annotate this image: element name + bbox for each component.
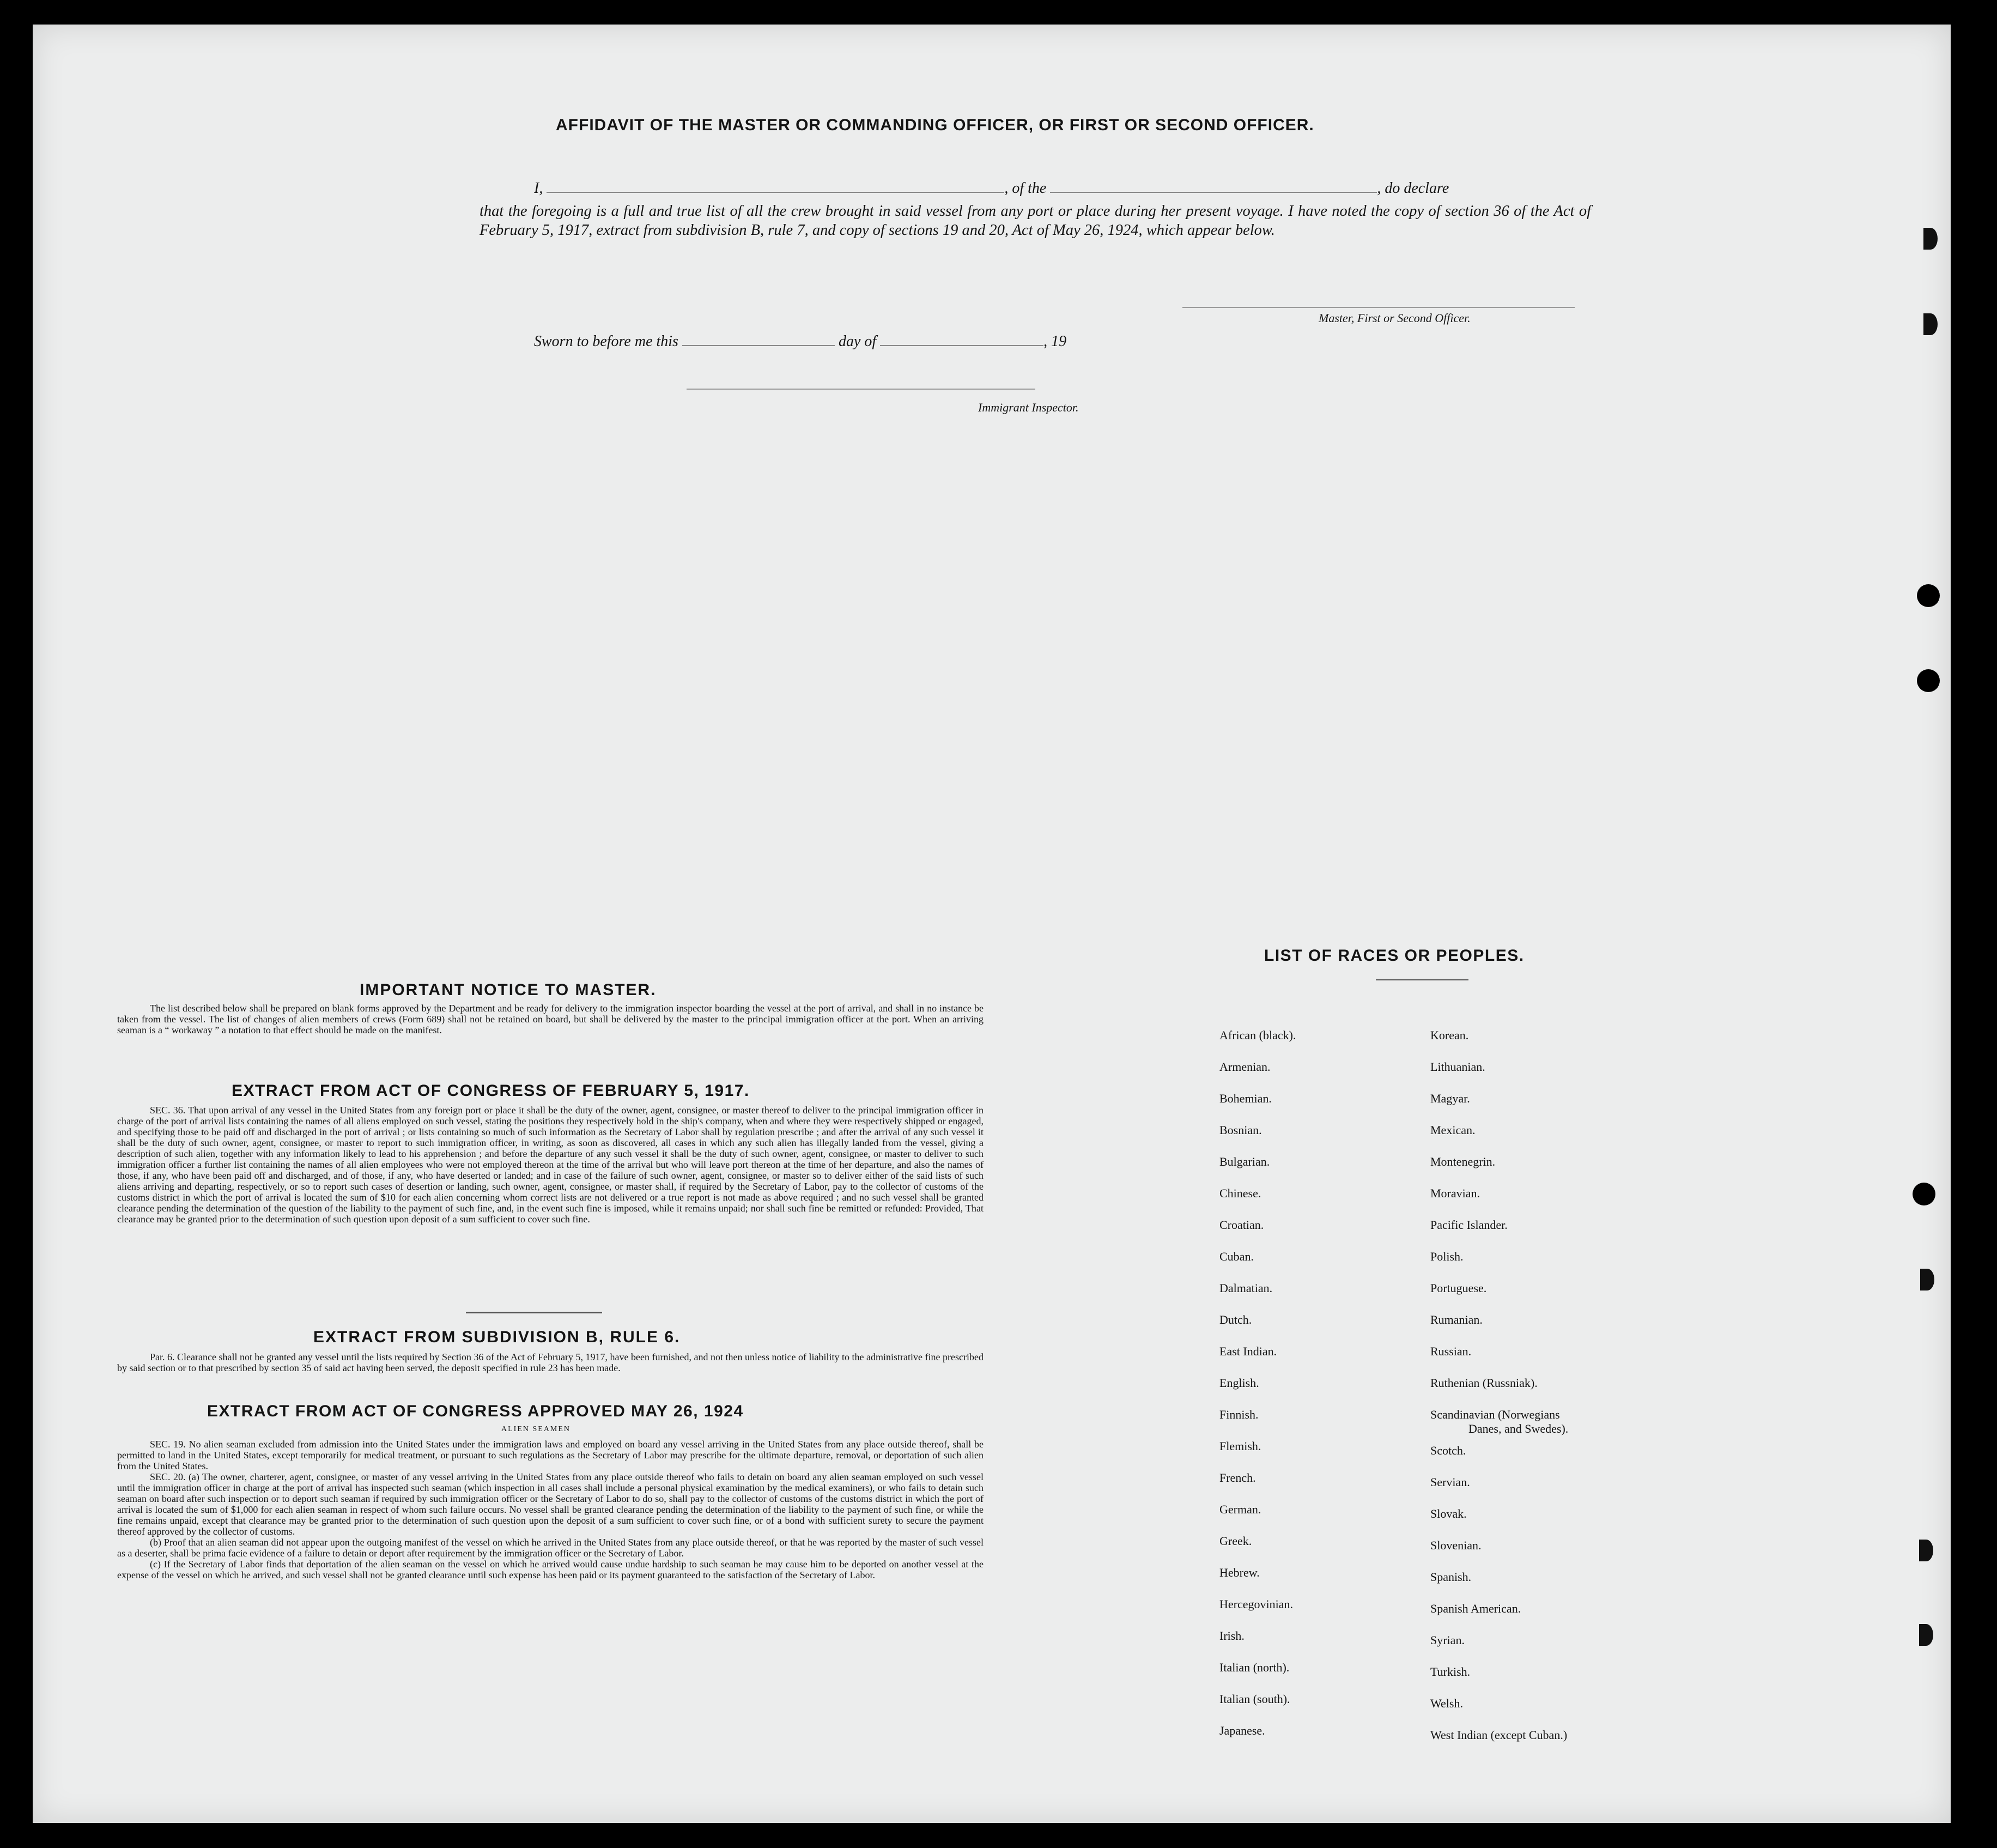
affidavit-of-the-label: , of the	[1004, 180, 1047, 197]
race-label: Syrian.	[1430, 1633, 1465, 1647]
race-item	[1430, 1186, 1480, 1201]
race-label: Spanish American.	[1430, 1602, 1521, 1615]
race-item	[1430, 1475, 1470, 1489]
master-name-field[interactable]	[547, 192, 1004, 193]
extract-1924-title: EXTRACT FROM ACT OF CONGRESS APPROVED MAY 26, 1924	[207, 1402, 744, 1420]
race-item: Bulgarian.	[1219, 1155, 1270, 1168]
section-20a-text: SEC. 20. (a) The owner, charterer, agent, consignee, or master of any vessel arriving in the United States from any place outside thereof who fails to detain on board any alien seaman employed on such vessel until the immigration officer in charge at the port of arrival has inspected such seaman (which inspection in all cases shall include a personal physical examination by the medical examiners), or who fails to detain such seaman on board after such inspection or to deport such seaman if required by such immigration officer or the Secretary of Labor to do so, shall pay to the collector of customs of the customs district in which the port of arrival is located the sum of $1,000 for each alien seaman in respect of whom such failure occurs. No vessel shall be granted clearance pending the determination of the liability to the payment of such fine, or while the fine remains unpaid, except that clearance may be granted prior to the determination of such question upon the deposit of a sum sufficient to cover such fine, or of a bond with sufficient surety to secure the payment thereof approved by the collector of customs.	[117, 1471, 986, 1537]
binder-hole	[1923, 313, 1938, 335]
race-item	[1430, 1155, 1495, 1169]
section-19-text: SEC. 19. No alien seaman excluded from admission into the United States under the immigration laws and employed on board any vessel arriving in the United States from any place outside thereof, shall be permitted to land in the United States, except temporarily for medical treatment, or pursuant to such regulations as the Secretary of Labor may prescribe for the ultimate departure, removal, or deportation of such alien from the United States.	[117, 1439, 986, 1471]
race-item: Irish.	[1219, 1629, 1245, 1643]
affidavit-i-label: I,	[534, 180, 543, 197]
section-divider	[466, 1312, 602, 1313]
race-label: Montenegrin.	[1430, 1155, 1496, 1168]
race-item: African (black).	[1219, 1028, 1296, 1042]
sworn-year-label: , 19	[1043, 333, 1067, 350]
races-title: LIST OF RACES OR PEOPLES.	[1264, 947, 1525, 965]
race-label: Scotch.	[1430, 1444, 1466, 1457]
affidavit-declaration-line	[534, 180, 1591, 197]
binder-hole	[1913, 1183, 1935, 1205]
race-item	[1430, 1060, 1485, 1074]
race-item	[1430, 1344, 1471, 1359]
race-item	[1430, 1444, 1466, 1458]
races-title-underline	[1376, 979, 1468, 980]
race-item: Hercegovinian.	[1219, 1597, 1293, 1611]
race-label: Mexican.	[1430, 1123, 1476, 1137]
race-item	[1430, 1507, 1467, 1521]
vessel-name-field[interactable]	[1050, 192, 1377, 193]
race-label: Russian.	[1430, 1344, 1472, 1358]
binder-hole	[1917, 584, 1940, 607]
race-label: Scandinavian (Norwegians	[1430, 1408, 1560, 1421]
subdivision-title: EXTRACT FROM SUBDIVISION B, RULE 6.	[313, 1328, 681, 1346]
race-item: Flemish.	[1219, 1439, 1261, 1453]
race-item: Croatian.	[1219, 1218, 1264, 1232]
race-item	[1430, 1665, 1470, 1679]
sworn-line	[534, 333, 1066, 350]
binder-hole	[1919, 1624, 1933, 1646]
race-item: German.	[1219, 1502, 1261, 1516]
race-item	[1430, 1281, 1486, 1295]
race-label: Slovak.	[1430, 1507, 1467, 1520]
race-item	[1430, 1313, 1483, 1327]
sworn-day-of-label: day of	[838, 333, 877, 350]
master-signature-line[interactable]	[1182, 307, 1575, 308]
sworn-prefix: Sworn to before me this	[534, 333, 678, 350]
race-item	[1430, 1728, 1567, 1742]
section-20b-text: (b) Proof that an alien seaman did not appear upon the outgoing manifest of the vessel on which he arrived in the United States from any place outside thereof, or that he was reported by the master of such vessel as a deserter, shall be prima facie evidence of a failure to detain or deport after requirement by the immigration officer or the Secretary of Labor.	[117, 1537, 986, 1559]
race-item: French.	[1219, 1471, 1256, 1485]
race-item	[1430, 1602, 1521, 1616]
race-label: Polish.	[1430, 1250, 1464, 1263]
master-signature-caption: Master, First or Second Officer.	[1319, 311, 1471, 325]
section-20c-text: (c) If the Secretary of Labor finds that deportation of the alien seaman on the vessel on which he arrived would cause undue hardship to such seaman he may cause him to be deported on another vessel at the expense of the vessel on which he arrived, and such vessel shall not be granted clearance until such expense has been paid or its payment guaranteed to the satisfaction of the Secretary of Labor.	[117, 1559, 986, 1580]
race-item: Greek.	[1219, 1534, 1252, 1548]
race-label: Turkish.	[1430, 1665, 1471, 1679]
race-label: Lithuanian.	[1430, 1060, 1485, 1074]
affidavit-title: AFFIDAVIT OF THE MASTER OR COMMANDING OFFICER, OR FIRST OR SECOND OFFICER.	[556, 116, 1314, 134]
race-item: Italian (south).	[1219, 1692, 1290, 1706]
race-item: English.	[1219, 1376, 1259, 1390]
race-item	[1430, 1696, 1463, 1711]
notice-title: IMPORTANT NOTICE TO MASTER.	[360, 981, 657, 999]
binder-hole	[1923, 228, 1938, 250]
race-item: Italian (north).	[1219, 1661, 1290, 1674]
binder-hole	[1920, 1269, 1934, 1290]
race-label: Servian.	[1430, 1475, 1470, 1489]
extract-1924-body	[117, 1439, 984, 1580]
notice-text: The list described below shall be prepared on blank forms approved by the Department and be ready for delivery to the immigration inspector boarding the vessel at the port of arrival, and shall in no instance be taken from the vessel. The list of changes of alien members of crews (Form 689) shall not be retained on board, but shall be delivered by the master to the principal immigration officer at the port. When an arriving seaman is a “ workaway ” a notation to that effect should be made on the manifest.	[117, 1003, 986, 1035]
race-item: Finnish.	[1219, 1408, 1259, 1421]
race-item	[1430, 1123, 1475, 1137]
race-item	[1430, 1092, 1470, 1106]
race-item	[1430, 1538, 1482, 1553]
race-item: Armenian.	[1219, 1060, 1271, 1074]
race-label: Magyar.	[1430, 1092, 1470, 1105]
race-item	[1430, 1376, 1538, 1390]
binder-hole	[1919, 1540, 1933, 1561]
race-item: Dalmatian.	[1219, 1281, 1273, 1295]
sworn-day-field[interactable]	[682, 345, 835, 346]
race-item	[1430, 1408, 1568, 1436]
race-label: Portuguese.	[1430, 1281, 1487, 1295]
binder-hole	[1917, 669, 1940, 692]
race-item	[1430, 1218, 1508, 1232]
extract-1924-subtitle: ALIEN SEAMEN	[501, 1425, 571, 1433]
subdivision-text: Par. 6. Clearance shall not be granted any vessel until the lists required by Section 36 of the Act of February 5, 1917, have been furnished, and not then unless notice of liability to the administrative fine prescribed by said section or to that prescribed by section 35 of said act having been served, the deposit specified in rule 23 has been made.	[117, 1352, 986, 1373]
race-item: Dutch.	[1219, 1313, 1252, 1326]
inspector-signature-caption: Immigrant Inspector.	[978, 401, 1079, 414]
race-item: Hebrew.	[1219, 1566, 1260, 1579]
race-item: East Indian.	[1219, 1344, 1277, 1358]
race-item	[1430, 1633, 1465, 1647]
extract-1917-title: EXTRACT FROM ACT OF CONGRESS OF FEBRUARY 5, 1917.	[232, 1082, 750, 1100]
race-label: Welsh.	[1430, 1696, 1463, 1710]
race-item	[1430, 1250, 1464, 1264]
inspector-signature-line[interactable]	[687, 389, 1035, 390]
race-item: Chinese.	[1219, 1186, 1261, 1200]
race-label: Spanish.	[1430, 1570, 1472, 1584]
extract-1917-text: SEC. 36. That upon arrival of any vessel in the United States from any foreign port or place it shall be the duty of the owner, agent, consignee, or master thereof to deliver to the principal immigration officer in charge of the port of arrival lists containing the names of all aliens employed on such vessel, stating the positions they respectively hold in the ship's company, when and where they were respectively shipped or engaged, and specifying those to be paid off and discharged in the port of arrival ; or lists containing so much of such information as the Secretary of Labor shall by regulation prescribe ; and after the arrival of any such vessel it shall be the duty of such owner, agent, consignee, or master to report to such immigration officer, in writing, as soon as discovered, all cases in which any such alien has illegally landed from the vessel, giving a description of such alien, together with any information likely to lead to his apprehension ; and before the departure of any such vessel it shall be the duty of such owner, agent, consignee, or master to deliver to such immigration officer a further list containing the names of all alien employees who were not employed thereon at the time of the arrival but who will leave port thereon at the time of her departure, and also the names of those, if any, who have been paid off and discharged, and of those, if any, who have deserted or landed; and in case of the failure of such owner, agent, consignee, or master so to deliver either of the said lists of such aliens arriving and departing, respectively, or so to report such cases of desertion or landing, such owner, agent, consignee, or master shall, if required by the Secretary of Labor, pay to the collector of customs of the customs district in which the port of arrival is located the sum of $10 for each alien concerning whom correct lists are not delivered or a true report is not made as above required ; and no such vessel shall be granted clearance pending the determination of the question of the liability to the payment of such fine, and, in the event such fine is imposed, while it remains unpaid; nor shall such fine be remitted or refunded: Provided, That clearance may be granted prior to the determination of such question upon deposit of a sum sufficient to cover such fine.	[117, 1105, 986, 1225]
race-label: Rumanian.	[1430, 1313, 1483, 1326]
race-item: Japanese.	[1219, 1724, 1265, 1737]
affidavit-body: that the foregoing is a full and true list of all the crew brought in said vessel from any port or place during her present voyage. I have noted the copy of section 36 of the Act of February 5, 1917, extract from subdivision B, rule 7, and copy of sections 19 and 20, Act of May 26, 1924, which appear below.	[479, 203, 1591, 239]
race-item: Cuban.	[1219, 1250, 1254, 1263]
race-label: Moravian.	[1430, 1186, 1480, 1200]
sworn-month-field[interactable]	[880, 345, 1043, 346]
race-item: Bosnian.	[1219, 1123, 1262, 1137]
race-item: Bohemian.	[1219, 1092, 1272, 1105]
race-label: West Indian (except Cuban.)	[1430, 1728, 1568, 1742]
manifest-sheet	[33, 25, 1951, 1823]
race-label: Slovenian.	[1430, 1538, 1482, 1552]
race-item	[1430, 1028, 1468, 1043]
race-label: Korean.	[1430, 1028, 1469, 1042]
race-label-continuation: Danes, and Swedes).	[1468, 1422, 1569, 1435]
race-label: Pacific Islander.	[1430, 1218, 1508, 1232]
affidavit-declare-label: , do declare	[1377, 180, 1449, 197]
race-item	[1430, 1570, 1471, 1584]
race-label: Ruthenian (Russniak).	[1430, 1376, 1538, 1390]
